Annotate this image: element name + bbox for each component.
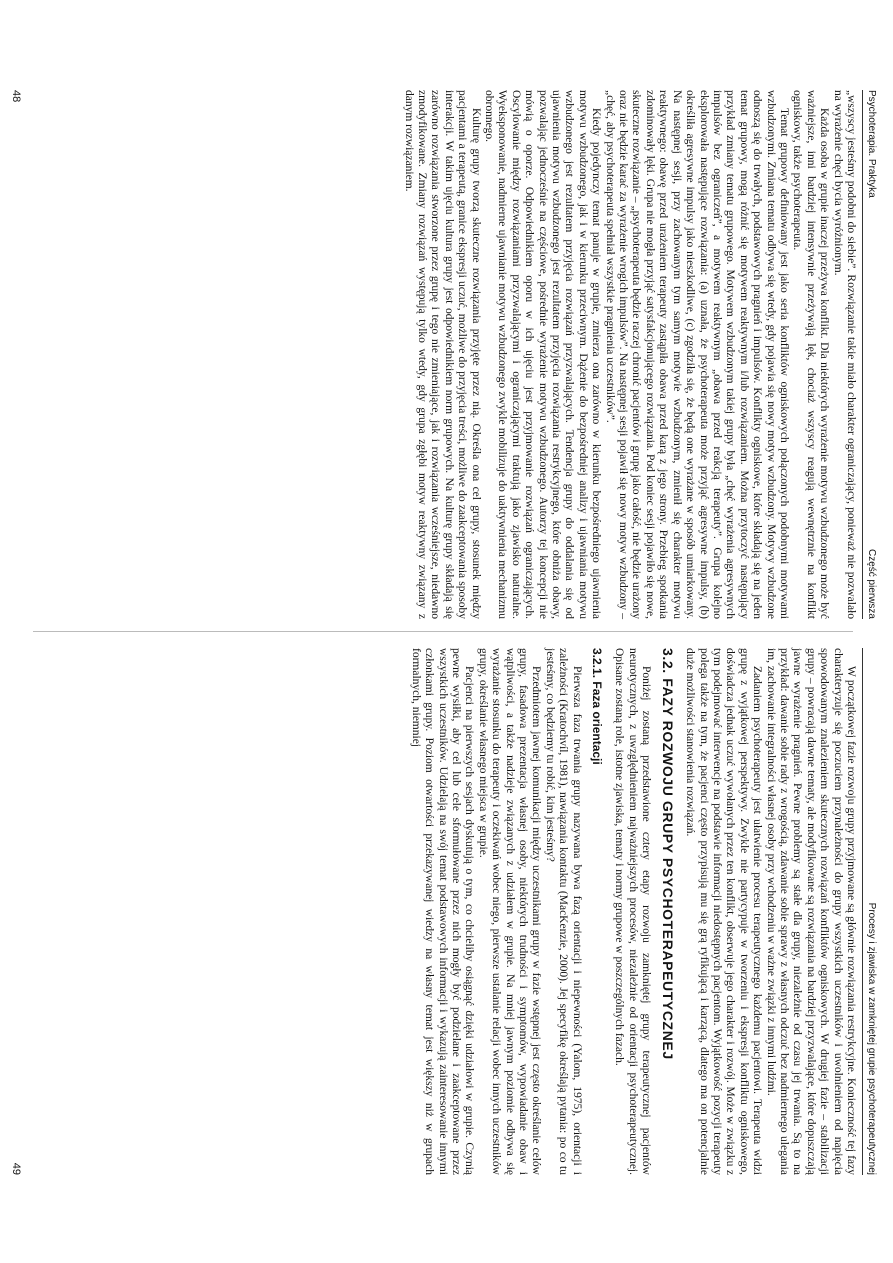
paragraph: Kiedy pojedynczy temat panuje w grupie, zmierza ona zarówno w kierunku bezpośredniego ujawnienia motywu wzbudzonego, jak i w kierunku przeciwnym. Dążenie do bezpośredniej analizy i ujawniania motywu wzbudzonego jest rezultatem przyjęcia rozwiązań przyzwalających. Tendencja grupy do oddalania się od ujawnienia motywu wzbudzonego jest rezultatem przyjęcia rozwiązania restrykcyjnego, które obniża obawy, pozwalając jednocześnie na częściowe, pośrednie wyrażenie motywu wzbudzonego. Autorzy tej koncepcji nie mówią o oporze. Odpowiednikiem oporu w ich ujęciu jest przyjmowanie rozwiązań ograniczających. Oscylowanie między rozwiązaniami przyzwalającymi i ograniczającymi traktują jako zjawisko naturalne. Wyeksponowanie, nadmierne ujawnianie motywu wzbudzonego zwykle mobilizuje do uaktywnienia mechanizmu obronnego. bbox=[483, 90, 603, 619]
page-number: 48 bbox=[10, 90, 22, 103]
paragraph: Pierwsza faza trwania grupy nazywana bywa fazą orientacji i niepewności (Yalom, 1975), orientacji i zależności (Kratochvíl, 1981), nawiązania kontaktu (MacKenzie, 2000). Jej specyfikę określają pytania: po co tu jesteśmy, co będziemy tu robić, kim jesteśmy? bbox=[543, 648, 583, 1175]
running-head bbox=[862, 90, 879, 619]
right-page bbox=[0, 632, 893, 1263]
paragraph: W początkowej fazie rozwoju grupy przyjmowane są głównie rozwiązania restrykcyjne. Konieczność tej fazy charakteryzuje się poczuciem przynależności do grupy wszystkich uczestników i uwolnieniem od napięcia spowodowanym znalezieniem skutecznych rozwiązań konfliktów ogniskowych. W drugiej fazie – stabilizacji grupy – powracają dawne tematy, ale modyfikowane są rozwiązania na bardziej przyzwalające, które dopuszczają jawne wyrażenie pragnień. Pewne problemy są stałe dla grupy, niezależnie od czasu jej trwania. Są to na przykład: dawanie sobie rady z wrogością, zdawanie sobie sprawy z własnych odczuć bez nadmiernego ulegania im, zachowanie integralności własnej osoby przy wchodzeniu w ważne związki z innymi ludźmi. bbox=[764, 648, 857, 1175]
right-page-body bbox=[408, 648, 857, 1175]
section-heading: 3.2. FAZY ROZWOJU GRUPY PSYCHOTERAPEUTYCZNEJ bbox=[659, 648, 676, 1060]
paragraph: Każda osoba w grupie inaczej przeżywa konflikt. Dla niektórych wyrażenie motywu wzbudzonego może być ważniejsze, inni bardziej intensywnie przeżywają lęk, chociaż wszyscy reagują wewnętrznie na konflikt ogniskowy, także psychoterapeuta. bbox=[791, 90, 831, 619]
paragraph: Przedmiotem jawnej komunikacji między uczestnikami grupy w fazie wstępnej jest często określanie celów grupy, fasadowa prezentacja własnej osoby, niektórych trudności i symptomów, wypowiadanie obaw i wątpliwości, a także nadzieje związanych z udziałem w grupie. Na mniej jawnym poziomie odbywa się wyrażanie stosunku do terapeuty i oczekiwań wobec niego, pierwsze ustalanie relacji wobec innych uczestników grupy, określanie własnego miejsca w grupie. bbox=[476, 648, 543, 1175]
running-head-title: Psychoterapia. Praktyka bbox=[866, 90, 877, 198]
running-head-part: Część pierwsza bbox=[866, 548, 877, 619]
paragraph: Kulturę grupy tworzą skuteczne rozwiązania przyjęte przez nią. Określa ona cel grupy, stosunek między pacjentami a terapeutą, granice ekspresji uczuć, możliwe do przyjęcia treści, możliwe do zaakceptowania sposoby interakcji. W takim ujęciu kultura grupy jest odpowiednikiem norm grupowych. Na kulturę grupy składają się zarówno rozwiązania stworzone przez grupę i tego nie zmieniające, jak i rozwiązania wcześniejsze, niedawno zmodyfikowane. Zmiany rozwiązań występują tylko wtedy, gdy grupa zgłębi motyw reaktywny związany z danym rozwiązaniem. bbox=[402, 90, 482, 619]
paragraph: „wszyscy jesteśmy podobni do siebie”. Rozwiązanie takie miało charakter ograniczający, ponieważ nie pozwalało na wyrażenie chęci bycia wyróżnionym. bbox=[831, 90, 857, 619]
paragraph: Zadaniem psychoterapeuty jest ułatwienie procesu terapeutycznego każdemu pacjentowi. Terapeuta widzi grupę z wyjątkowej perspektywy. Zwykle nie partycypuje w tworzeniu i ekspresji konfliktu ogniskowego, doświadcza jednak uczuć wywołanych przez ten konflikt, obserwuje jego charakter i rozwój. Może w związku z tym podejmować interwencje na podstawie informacji niedostępnych pacjentom. Wyjątkowość pozycji terapeuty polega także na tym, że pacjenci często przypisują mu się grą ryfikującą i karzącą, dlatego ma on potencjalnie duże możliwości stanowienia rozwiązań. bbox=[684, 648, 764, 1175]
running-head bbox=[862, 648, 879, 1175]
paragraph: Temat grupowy definiowany jest jako seria konfliktów ogniskowych połączonych podobnymi motywami wzbudzonymi. Zmiana tematu odbywa się wtedy, gdy pojawia się nowy motyw wzbudzony. Motywy wzbudzone odnoszą się do trwałych, podstawowych pragnień i impulsów. Konflikty ogniskowe, które składają się na jeden temat grupowy, mogą różnić się motywem reaktywnym i/lub rozwiązaniem. Można przytoczyć następujący przykład zmiany tematu grupowego. Motywem wzbudzonym takiej grupy była „chęć wyrażenia agresywnych impulsów bez ograniczeń”, a motywem reaktywnym „obawa przed reakcją terapeuty”. Grupa kolejno eksplorowała następujące rozwiązania: (a) uznała, że psychoterapeuta może przyjąć agresywne impulsy, (b) określiła agresywne impulsy jako nieszkodliwe, (c) zgodziła się, że będą one wyrażane w sposób umiarkowany. Na następnej sesji, przy zachowanym tym samym motywie wzbudzonym, zmienił się charakter motywu reaktywnego: obawę przed urażeniem terapeuty zastąpiła obawa przed karą z jego strony. Przebieg spotkania zdominowały lęki. Grupa nie mogła przyjąć satysfakcjonującego rozwiązania. Pod koniec sesji pojawiło się nowe, skuteczne rozwiązanie – „psychoterapeuta będzie raczej chronić pacjentów i grupę jako całość, nie będzie urażony oraz nie będzie karać za wyrażenie wrogich impulsów”. Na następnej sesji pojawił się nowy motyw wzbudzony – „chęć, aby psychoterapeuta spełniał wszystkie pragnienia uczestników”. bbox=[603, 90, 790, 619]
paragraph: Poniżej zostaną przedstawione cztery etapy rozwoju zamkniętej grupy terapeutycznej pacjentów neurotycznych, z uwzględnieniem najważniejszych procesów, niezależnie od orientacji psychoterapeutycznej. Opisane zostaną role, istotne zjawiska, tematy i normy grupowe w poszczególnych fazach. bbox=[613, 648, 653, 1175]
left-page-body bbox=[401, 90, 857, 619]
subsection-heading: 3.2.1. Faza orientacji bbox=[590, 648, 605, 765]
page-number: 49 bbox=[10, 1162, 22, 1175]
paragraph: Pacjenci na pierwszych sesjach dyskutują o tym, co chcieliby osiągnąć dzięki udziałowi w grupie. Czynią pewne wysiłki, aby cel lub cele sformułowane przez nich mogły być podzielane i zaakceptowane przez wszystkich uczestników. Udzielają na swój temat podstawowych informacji i wykazują zainteresowanie innymi członkami grupy. Poziom otwartości przekazywanej wiedzy na własny temat jest większy niż w grupach formalnych, niemniej bbox=[409, 648, 476, 1175]
running-head-title: Procesy i zjawiska w zamkniętej grupie psychoterapeutycznej bbox=[866, 902, 877, 1175]
left-page bbox=[0, 0, 893, 631]
